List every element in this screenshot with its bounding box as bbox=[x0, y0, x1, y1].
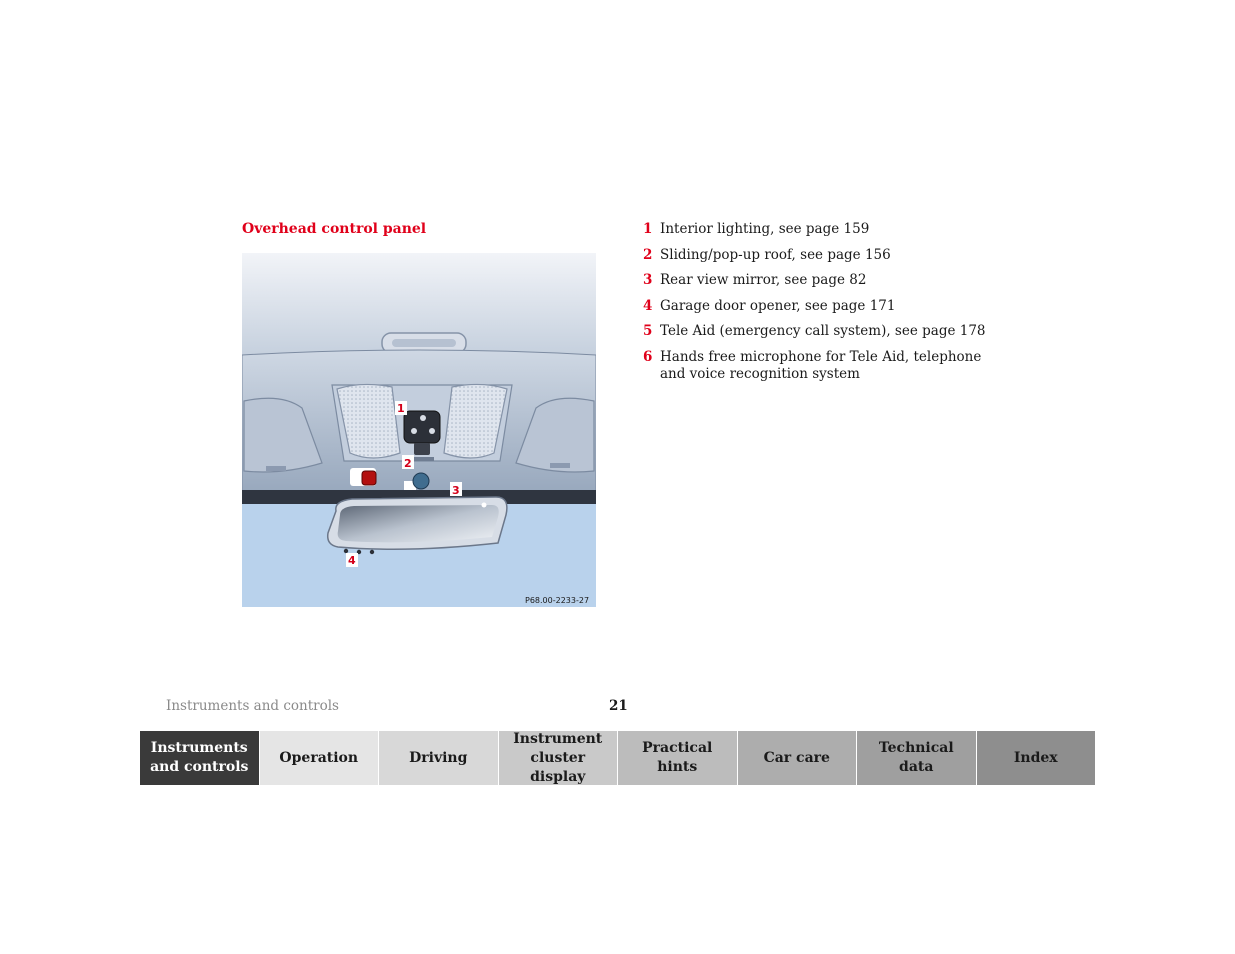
callout-text: Interior lighting, see page 159 bbox=[660, 221, 870, 237]
tab-instrument-cluster-display[interactable] bbox=[499, 731, 619, 785]
tab-technical-data[interactable] bbox=[857, 731, 977, 785]
callout-text: Tele Aid (emergency call system), see page 178 bbox=[660, 323, 986, 339]
tab-driving[interactable] bbox=[379, 731, 499, 785]
tab-car-care[interactable] bbox=[738, 731, 858, 785]
callout-item bbox=[643, 349, 1003, 383]
tab-label: Practical hints bbox=[642, 740, 713, 775]
callout-number: 5 bbox=[643, 323, 653, 339]
tab-label: Index bbox=[1013, 749, 1058, 766]
callout-number: 1 bbox=[643, 221, 653, 237]
figure-code: P68.00-2233-27 bbox=[525, 596, 590, 605]
callout-number: 2 bbox=[643, 246, 653, 263]
tab-label: Car care bbox=[763, 749, 830, 766]
tab-label: Technical bbox=[878, 740, 954, 756]
callout-text: Rear view mirror, see page 82 bbox=[660, 272, 867, 288]
tab-label: Operation bbox=[279, 749, 359, 766]
tab-label: Instrument bbox=[513, 730, 603, 747]
callout-text: Sliding/pop-up roof, see page 156 bbox=[660, 246, 891, 263]
tab-label: Driving bbox=[409, 749, 468, 766]
tab-label: and controls bbox=[150, 759, 249, 775]
page-number: 21 bbox=[609, 698, 628, 714]
callout-item bbox=[643, 298, 1003, 315]
tab-operation[interactable] bbox=[260, 731, 380, 785]
callout-number: 6 bbox=[643, 348, 653, 365]
callout-number: 3 bbox=[643, 272, 653, 288]
callout-item bbox=[643, 272, 1003, 289]
tab-label: data bbox=[899, 759, 934, 775]
chapter-tab-bar bbox=[140, 731, 1095, 785]
tab-label: cluster display bbox=[530, 749, 586, 785]
callout-item bbox=[643, 323, 1003, 340]
callout-item bbox=[643, 221, 1003, 238]
figure-label-1: 1 bbox=[397, 402, 405, 415]
tab-instruments-and-controls[interactable] bbox=[140, 731, 260, 785]
callout-text: Garage door opener, see page 171 bbox=[660, 297, 896, 314]
overhead-panel-illustration bbox=[242, 253, 596, 607]
tab-label: Instruments bbox=[150, 740, 248, 756]
figure-label-3: 3 bbox=[452, 484, 460, 497]
callout-text: Hands free microphone for Tele Aid, telephone and voice recognition system bbox=[660, 348, 982, 382]
tab-practical-hints[interactable] bbox=[618, 731, 738, 785]
tab-index[interactable] bbox=[977, 731, 1096, 785]
figure-label-4: 4 bbox=[348, 554, 356, 567]
section-title: Overhead control panel bbox=[242, 221, 427, 237]
callout-number: 4 bbox=[643, 297, 653, 314]
figure-label-2: 2 bbox=[404, 457, 412, 470]
callout-list bbox=[643, 221, 1003, 391]
callout-item bbox=[643, 247, 1003, 264]
footer-chapter-title: Instruments and controls bbox=[166, 698, 339, 714]
